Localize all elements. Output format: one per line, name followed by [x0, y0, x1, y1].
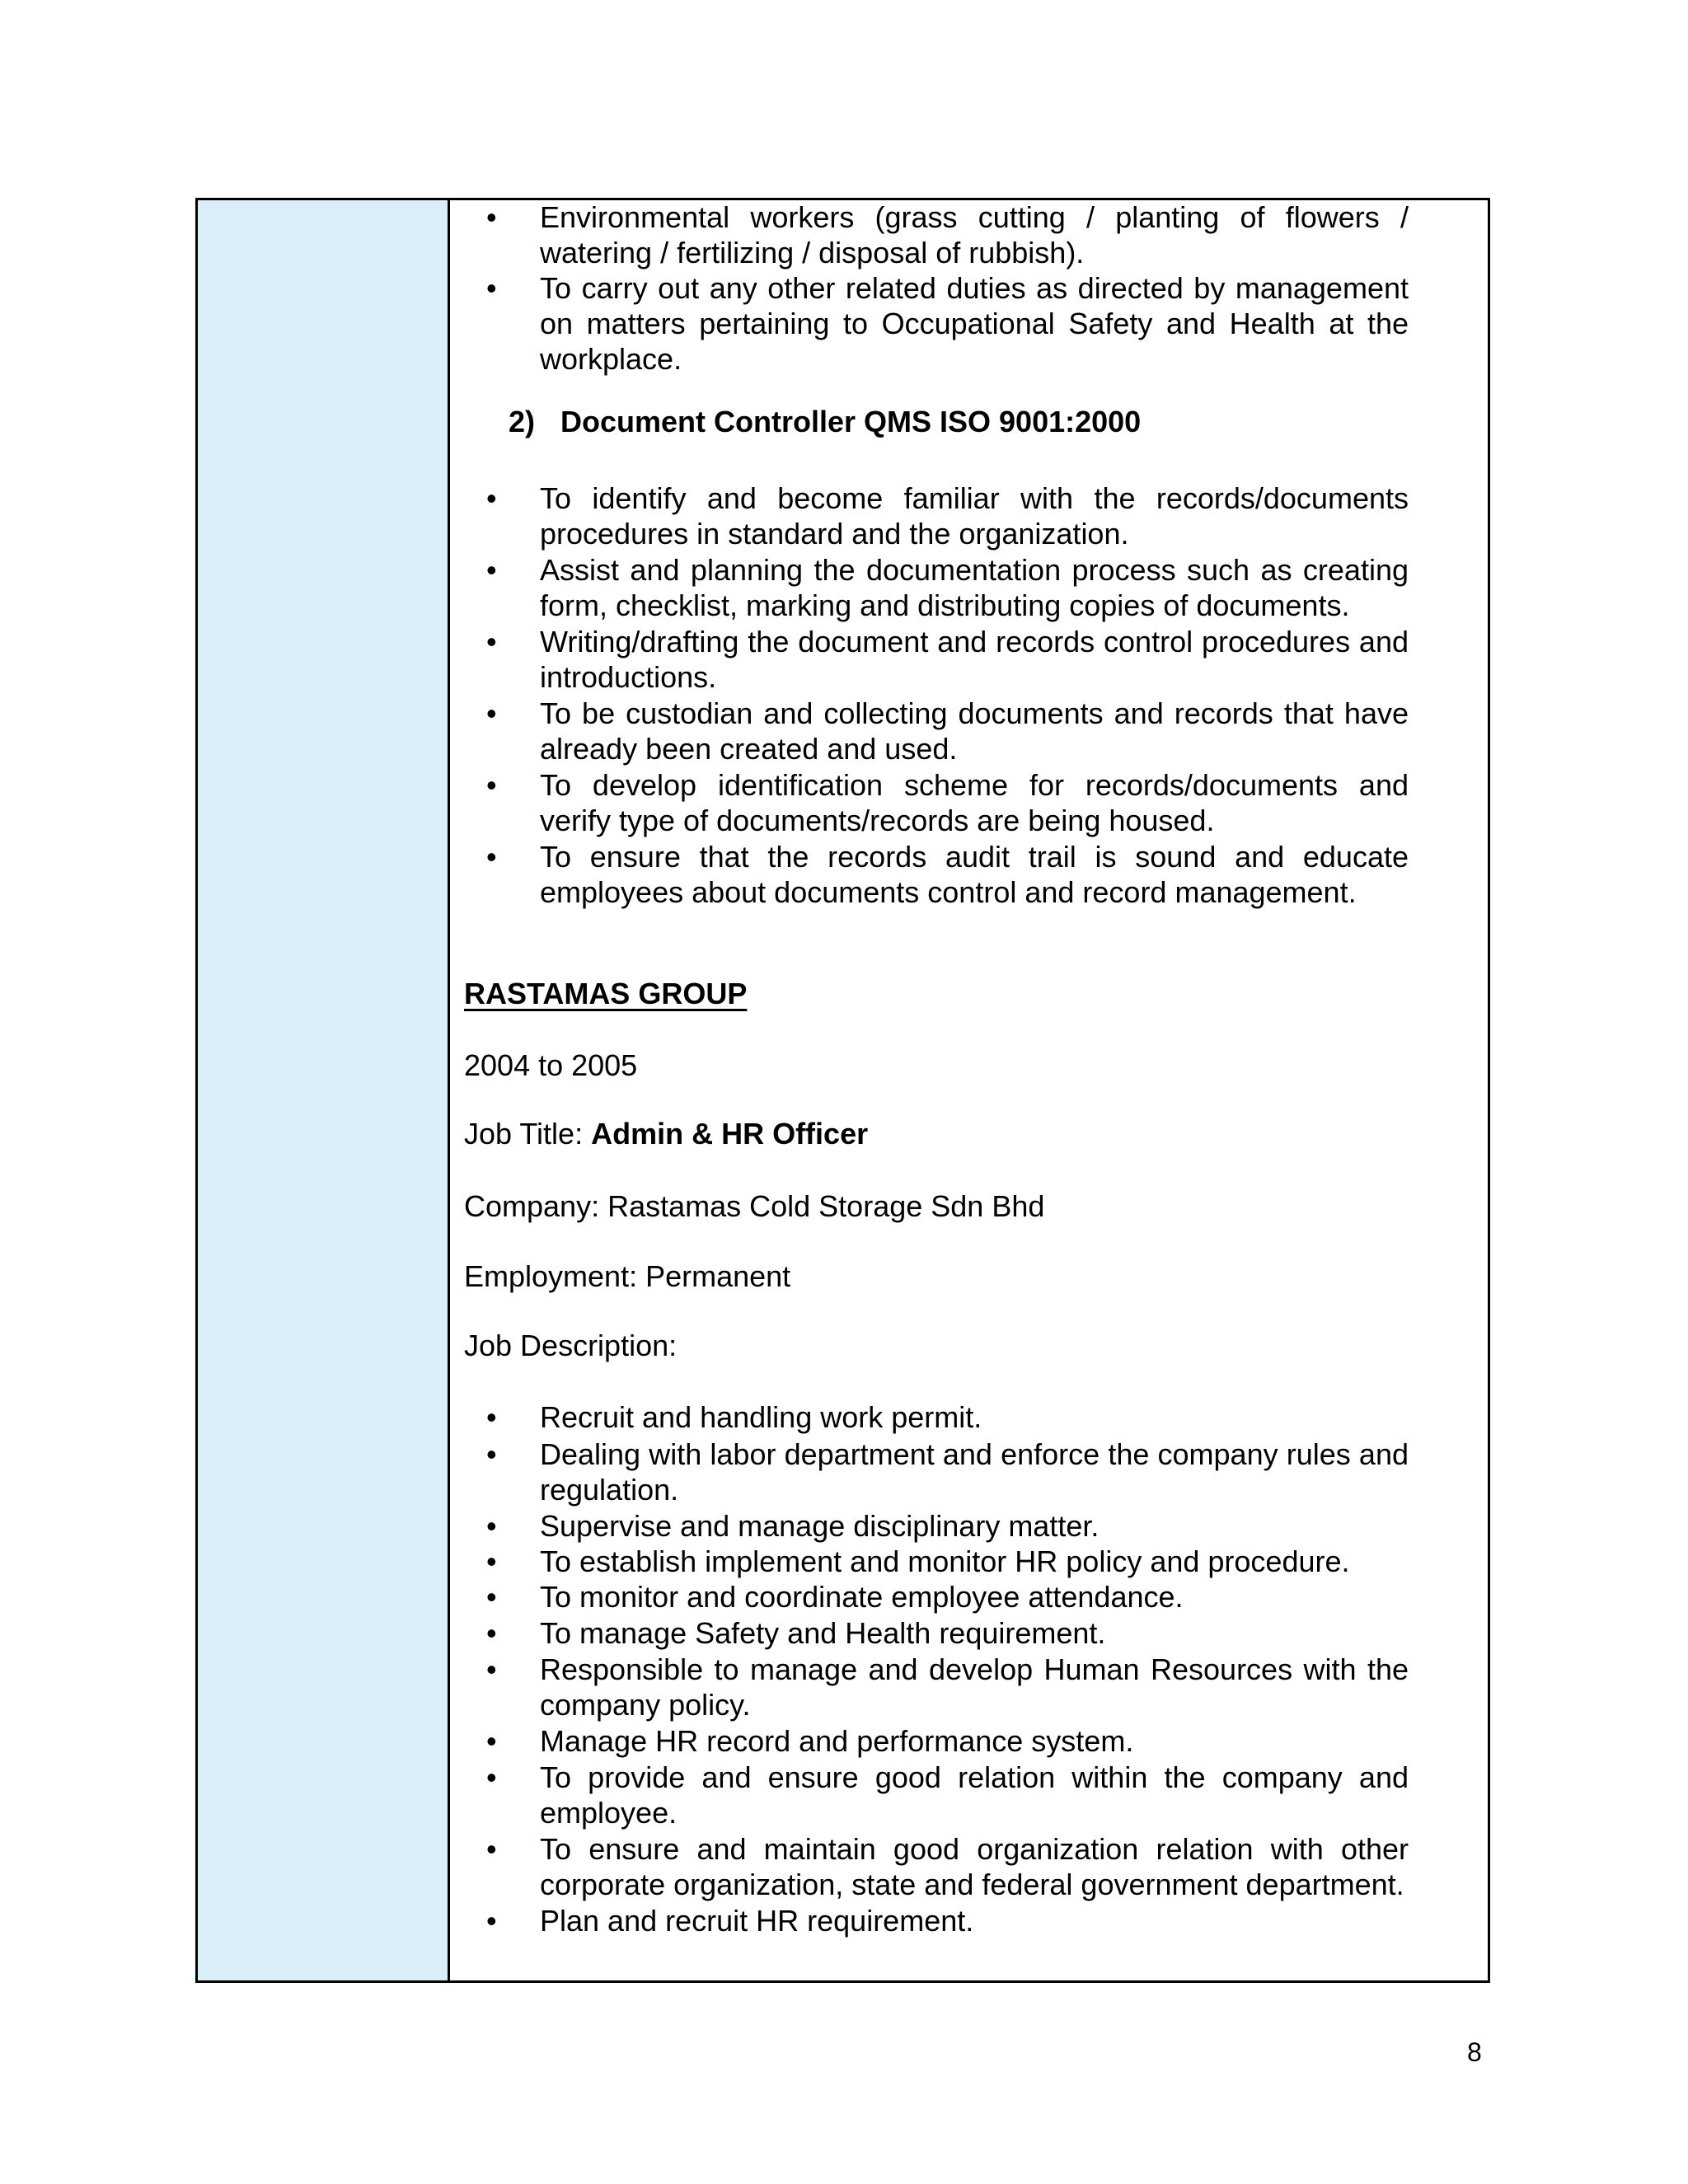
bullet-icon: • [486, 840, 497, 874]
list-item: • Responsible to manage and develop Human Resources with the company policy. [486, 1652, 1409, 1722]
bullet-icon: • [486, 481, 497, 515]
list-item: • Assist and planning the documentation process such as creating form, checklist, marking and distributing copies of documents. [486, 553, 1409, 622]
bullet-icon: • [486, 1400, 497, 1434]
bullet-icon: • [486, 1724, 497, 1758]
list-item: • Plan and recruit HR requirement. [486, 1904, 974, 1938]
bullet-icon: • [486, 1437, 497, 1471]
list-item: • Environmental workers (grass cutting / planting of flowers / watering / fertilizing / disposal of rubbish). [486, 200, 1409, 269]
bullet-icon: • [486, 1544, 497, 1578]
list-item: • To ensure that the records audit trail is sound and educate employees about documents control and record management. [486, 840, 1409, 909]
bullet-icon: • [486, 1832, 497, 1866]
list-item: • To manage Safety and Health requirement. [486, 1616, 1106, 1650]
job-description-list [195, 1399, 1414, 1938]
job-title: Job Title: Admin & HR Officer [464, 1117, 869, 1151]
employment-type: Employment: Permanent [464, 1259, 791, 1293]
bullet-icon: • [486, 768, 497, 802]
list-item: • Manage HR record and performance system. [486, 1724, 1134, 1758]
top-bullet-list [195, 199, 1414, 377]
bullet-icon: • [486, 271, 497, 305]
section-title: Document Controller QMS ISO 9001:2000 [560, 405, 1142, 438]
list-item: • To monitor and coordinate employee attendance. [486, 1580, 1184, 1614]
employment-period: 2004 to 2005 [464, 1048, 638, 1082]
bullet-icon: • [486, 1509, 497, 1543]
bullet-icon: • [486, 1580, 497, 1614]
page-number: 8 [1467, 2037, 1482, 2067]
bullet-icon: • [486, 696, 497, 730]
list-item: • To identify and become familiar with the records/documents procedures in standard and the organization. [486, 481, 1409, 551]
bullet-icon: • [486, 1616, 497, 1650]
bullet-icon: • [486, 1904, 497, 1938]
list-item: • To ensure and maintain good organization relation with other corporate organization, state and federal government department. [486, 1832, 1409, 1901]
list-item: • To develop identification scheme for records/documents and verify type of documents/records are being housed. [486, 768, 1409, 837]
bullet-icon: • [486, 1760, 497, 1794]
list-item: • To establish implement and monitor HR policy and procedure. [486, 1544, 1350, 1578]
bullet-icon: • [486, 200, 497, 234]
bullet-icon: • [486, 553, 497, 587]
company-name: Company: Rastamas Cold Storage Sdn Bhd [464, 1189, 1045, 1223]
list-item: • Writing/drafting the document and records control procedures and introductions. [486, 625, 1409, 694]
list-item: • Supervise and manage disciplinary matter. [486, 1509, 1100, 1543]
list-item: • Dealing with labor department and enforce the company rules and regulation. [486, 1437, 1409, 1507]
section-heading [195, 404, 1141, 439]
list-item: • To carry out any other related duties as directed by management on matters pertaining to Occupational Safety and Health at the workplace. [486, 271, 1409, 376]
section-number: 2) [509, 405, 536, 438]
list-item: • Recruit and handling work permit. [486, 1400, 982, 1434]
bullet-icon: • [486, 1652, 497, 1686]
content-area [195, 198, 1490, 1983]
company-heading: RASTAMAS GROUP [464, 977, 748, 1010]
list-item: • To be custodian and collecting documents and records that have already been created and used. [486, 696, 1409, 766]
job-description-label: Job Description: [464, 1329, 678, 1362]
list-item: • To provide and ensure good relation within the company and employee. [486, 1760, 1409, 1830]
job-title-value: Admin & HR Officer [591, 1117, 869, 1151]
document-controller-list [195, 480, 1414, 910]
bullet-icon: • [486, 625, 497, 658]
